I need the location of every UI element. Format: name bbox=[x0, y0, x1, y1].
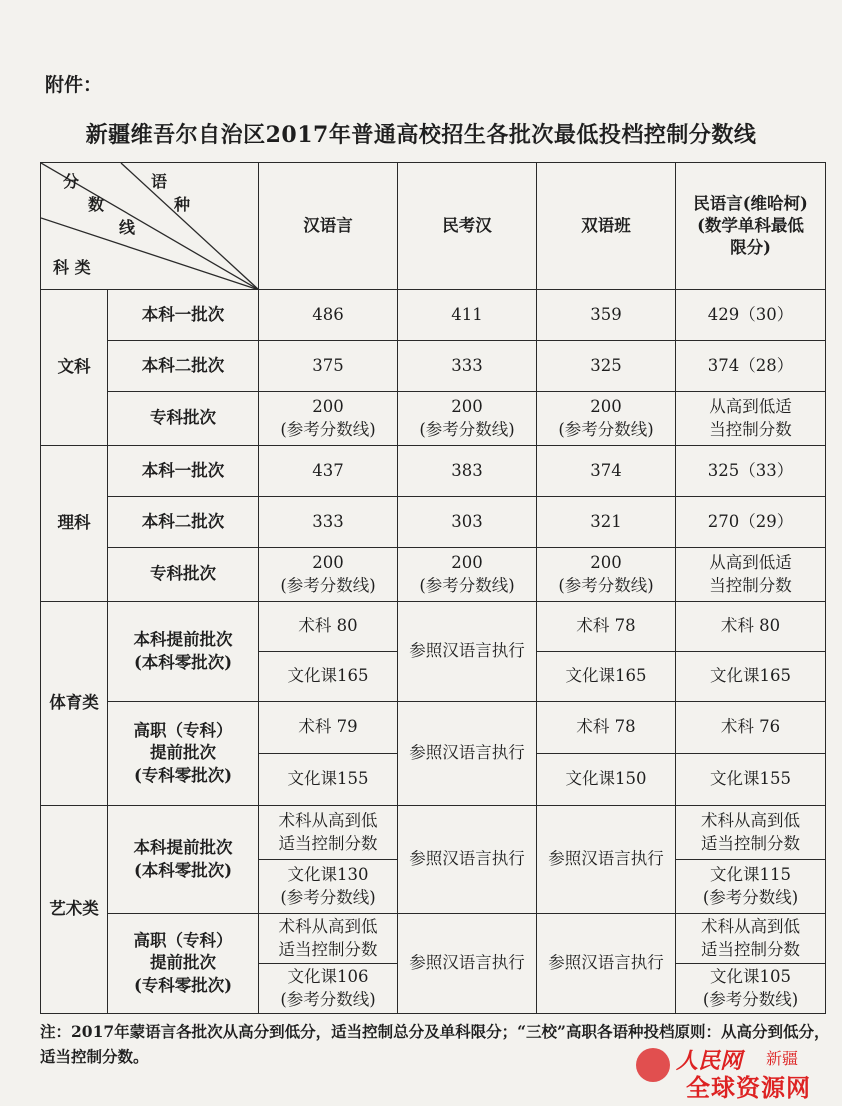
score-cell: 术科 80 bbox=[676, 602, 826, 652]
score-cell: 术科 78 bbox=[537, 702, 676, 754]
score-cell: 200 (参考分数线) bbox=[398, 548, 537, 602]
batch-label: 本科提前批次 (本科零批次) bbox=[108, 806, 259, 914]
score-cell: 359 bbox=[537, 290, 676, 341]
score-cell: 术科从高到低 适当控制分数 bbox=[676, 806, 826, 860]
table-row bbox=[41, 548, 826, 602]
corner-shu: 数 bbox=[88, 195, 105, 214]
footnote: 注：2017年蒙语言各批次从高分到低分，适当控制总分及单科限分；“三校”高职各语种投档原则：从高分到低分，适当控制分数。 bbox=[40, 1022, 830, 1066]
score-cell: 参照汉语言执行 bbox=[398, 602, 537, 702]
watermark-region: 新疆 bbox=[766, 1049, 799, 1068]
score-cell: 参照汉语言执行 bbox=[537, 806, 676, 914]
score-cell: 200 (参考分数线) bbox=[537, 392, 676, 446]
watermark-sub: 全球资源网 bbox=[686, 1074, 811, 1102]
score-cell: 文化课155 bbox=[676, 754, 826, 806]
score-cell: 术科 78 bbox=[537, 602, 676, 652]
batch-label: 本科二批次 bbox=[108, 341, 259, 392]
batch-label: 高职（专科） 提前批次 (专科零批次) bbox=[108, 914, 259, 1014]
score-cell: 文化课165 bbox=[259, 652, 398, 702]
score-cell: 文化课115 (参考分数线) bbox=[676, 860, 826, 914]
watermark-brand: 人民网 bbox=[676, 1049, 743, 1074]
score-cell: 文化课165 bbox=[537, 652, 676, 702]
table-row bbox=[41, 914, 826, 964]
attachment-label: 附件： bbox=[45, 74, 103, 96]
score-cell: 200 (参考分数线) bbox=[398, 392, 537, 446]
score-cell: 文化课106 (参考分数线) bbox=[259, 964, 398, 1014]
table-row bbox=[41, 602, 826, 652]
score-cell: 200 (参考分数线) bbox=[259, 548, 398, 602]
table-row bbox=[41, 341, 826, 392]
logo-mark-icon bbox=[636, 1048, 670, 1082]
score-cell: 200 (参考分数线) bbox=[259, 392, 398, 446]
header-minyuyan: 民语言(维哈柯) (数学单科最低 限分) bbox=[676, 163, 826, 290]
score-cell: 411 bbox=[398, 290, 537, 341]
score-cell: 429（30） bbox=[676, 290, 826, 341]
score-cell: 325 bbox=[537, 341, 676, 392]
watermark-logo bbox=[636, 1042, 836, 1102]
score-cell: 术科从高到低 适当控制分数 bbox=[259, 806, 398, 860]
score-cell: 参照汉语言执行 bbox=[537, 914, 676, 1014]
score-cell: 术科 76 bbox=[676, 702, 826, 754]
category-tiyu: 体育类 bbox=[41, 602, 108, 806]
score-cell: 从高到低适 当控制分数 bbox=[676, 548, 826, 602]
category-yishu: 艺术类 bbox=[41, 806, 108, 1014]
corner-fen: 分 bbox=[63, 172, 80, 191]
score-cell: 术科 79 bbox=[259, 702, 398, 754]
header-shuangyu: 双语班 bbox=[537, 163, 676, 290]
corner-xian: 线 bbox=[119, 218, 136, 237]
score-cell: 303 bbox=[398, 497, 537, 548]
batch-label: 专科批次 bbox=[108, 548, 259, 602]
score-cell: 术科从高到低 适当控制分数 bbox=[676, 914, 826, 964]
batch-label: 本科一批次 bbox=[108, 290, 259, 341]
score-cell: 从高到低适 当控制分数 bbox=[676, 392, 826, 446]
corner-cell bbox=[41, 163, 259, 290]
score-cell: 375 bbox=[259, 341, 398, 392]
score-cell: 参照汉语言执行 bbox=[398, 702, 537, 806]
batch-label: 高职（专科） 提前批次 (专科零批次) bbox=[108, 702, 259, 806]
corner-zhong: 种 bbox=[174, 195, 191, 214]
batch-label: 本科二批次 bbox=[108, 497, 259, 548]
score-cell: 437 bbox=[259, 446, 398, 497]
score-cell: 参照汉语言执行 bbox=[398, 914, 537, 1014]
score-cell: 270（29） bbox=[676, 497, 826, 548]
batch-label: 专科批次 bbox=[108, 392, 259, 446]
score-cell: 文化课150 bbox=[537, 754, 676, 806]
category-wenke: 文科 bbox=[41, 290, 108, 446]
header-minkao: 民考汉 bbox=[398, 163, 537, 290]
table-row bbox=[41, 702, 826, 754]
corner-kelei: 科 类 bbox=[53, 258, 91, 277]
score-cell: 383 bbox=[398, 446, 537, 497]
batch-label: 本科一批次 bbox=[108, 446, 259, 497]
score-cell: 374（28） bbox=[676, 341, 826, 392]
header-row bbox=[41, 163, 826, 290]
score-cell: 术科从高到低 适当控制分数 bbox=[259, 914, 398, 964]
table-row bbox=[41, 806, 826, 860]
score-cell: 486 bbox=[259, 290, 398, 341]
corner-yu: 语 bbox=[151, 172, 168, 191]
score-cell: 374 bbox=[537, 446, 676, 497]
page-title: 新疆维吾尔自治区2017年普通高校招生各批次最低投档控制分数线 bbox=[85, 122, 757, 148]
score-cell: 333 bbox=[398, 341, 537, 392]
table-row bbox=[41, 446, 826, 497]
table-row bbox=[41, 392, 826, 446]
score-cell: 文化课165 bbox=[676, 652, 826, 702]
score-cell: 325（33） bbox=[676, 446, 826, 497]
batch-label: 本科提前批次 (本科零批次) bbox=[108, 602, 259, 702]
score-cell: 文化课105 (参考分数线) bbox=[676, 964, 826, 1014]
table-row bbox=[41, 497, 826, 548]
score-cell: 333 bbox=[259, 497, 398, 548]
score-cell: 321 bbox=[537, 497, 676, 548]
category-like: 理科 bbox=[41, 446, 108, 602]
score-cell: 术科 80 bbox=[259, 602, 398, 652]
score-cell: 200 (参考分数线) bbox=[537, 548, 676, 602]
score-cell: 文化课130 (参考分数线) bbox=[259, 860, 398, 914]
score-cell: 文化课155 bbox=[259, 754, 398, 806]
score-table bbox=[40, 162, 826, 1014]
header-han: 汉语言 bbox=[259, 163, 398, 290]
table-row bbox=[41, 290, 826, 341]
score-cell: 参照汉语言执行 bbox=[398, 806, 537, 914]
